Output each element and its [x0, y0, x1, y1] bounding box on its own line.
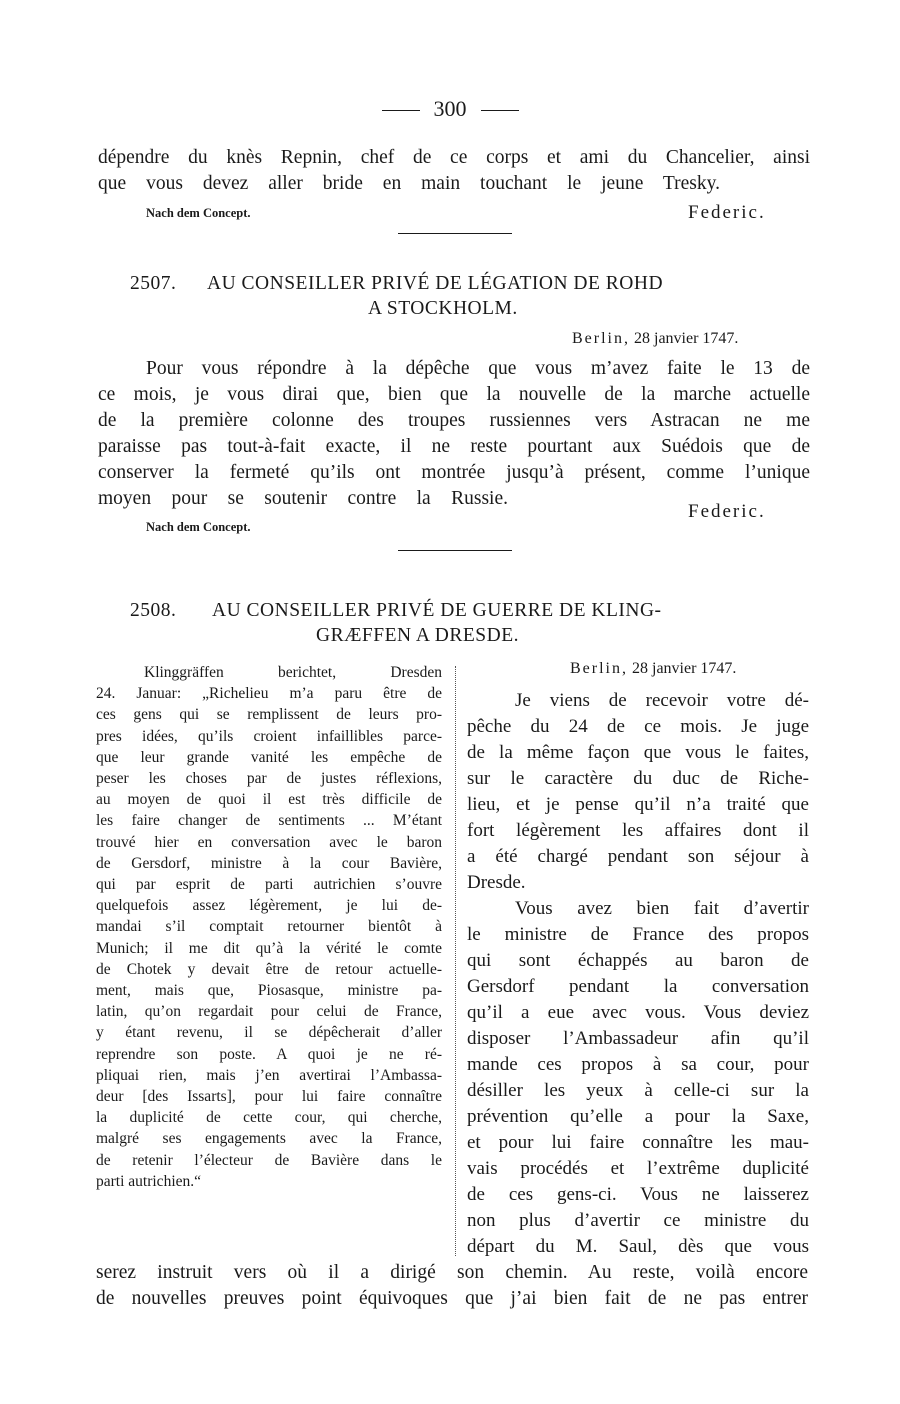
summary-line: reprendre son poste. A quoi je ne ré-: [96, 1045, 442, 1063]
section-rule: [398, 233, 512, 234]
page-number-text: 300: [433, 96, 467, 121]
letter-line: qui sont échappés au baron de: [467, 950, 809, 971]
letter-heading-line2: A STOCKHOLM.: [368, 298, 518, 319]
summary-line: deur [des Issarts], pour lui faire connaître: [96, 1088, 442, 1106]
body-line: conserver la fermeté qu’ils ont montrée jusqu’à présent, comme l’unique: [98, 462, 810, 483]
page-number-dash-right: [481, 110, 519, 111]
summary-line: y étant revenu, il se dépêcherait d’aller: [96, 1024, 442, 1042]
summary-line: les faire changer de sentiments ... M’étant: [96, 812, 442, 830]
letter-line: le ministre de France des propos: [467, 924, 809, 945]
summary-line: de retenir l’électeur de Bavière dans le: [96, 1151, 442, 1169]
letter-line: pêche du 24 de ce mois. Je juge: [467, 716, 809, 737]
body-line: paraisse pas tout-à-fait exacte, il ne reste pourtant aux Suédois que de: [98, 436, 810, 457]
summary-line: qui par esprit de parti autrichien s’ouvre: [96, 876, 442, 894]
letter-line: Gersdorf pendant la conversation: [467, 976, 809, 997]
letter-line: vais procédés et l’extrême duplicité: [467, 1158, 809, 1179]
letter-line: Vous avez bien fait d’avertir: [515, 898, 809, 919]
letter-line: disposer l’Ambassadeur afin qu’il: [467, 1028, 809, 1049]
letter-line: et pour lui faire connaître les mau-: [467, 1132, 809, 1153]
summary-line: pliquai rien, mais j’en avertirai l’Ambassa-: [96, 1066, 442, 1084]
summary-line: la duplicité de cette cour, qui cherche,: [96, 1109, 442, 1127]
dateline-place: Berlin,: [572, 330, 630, 347]
summary-line: malgré ses engagements avec la France,: [96, 1130, 442, 1148]
body-line: dépendre du knès Repnin, chef de ce corps et ami du Chancelier, ainsi: [98, 147, 810, 168]
body-line: moyen pour se soutenir contre la Russie.: [98, 488, 508, 509]
summary-line: ces gens qui se remplissent de leurs pro-: [96, 706, 442, 724]
dateline-date: 28 janvier 1747.: [634, 330, 739, 347]
letter-number: 2507.: [130, 273, 177, 294]
letter-line: qu’il a eue avec vous. Vous deviez: [467, 1002, 809, 1023]
signature: Federic.: [688, 202, 766, 223]
letter-heading-line2: GRÆFFEN A DRESDE.: [316, 625, 520, 646]
letter-line: Je viens de recevoir votre dé-: [515, 690, 809, 711]
summary-line: de Chotek y devait être de retour actuelle-: [96, 960, 442, 978]
source-note: Nach dem Concept.: [146, 206, 251, 220]
letter-line: Dresde.: [467, 872, 526, 893]
dateline: [572, 330, 738, 348]
page-number-dash-left: [382, 110, 420, 111]
summary-line: de Gersdorf, ministre à la cour Bavière,: [96, 854, 442, 872]
letter-line: de la même façon que vous le faites,: [467, 742, 809, 763]
section-rule: [398, 550, 512, 551]
column-divider: [455, 666, 456, 1256]
source-note: Nach dem Concept.: [146, 520, 251, 534]
letter-line: lieu, et je pense qu’il n’a traité que: [467, 794, 809, 815]
letter-line: fort légèrement les affaires dont il: [467, 820, 809, 841]
summary-line: mandai s’il comptait retourner bientôt à: [96, 918, 442, 936]
body-line: ce mois, je vous dirai que, bien que la nouvelle de la marche actuelle: [98, 384, 810, 405]
body-line: que vous devez aller bride en main touchant le jeune Tresky.: [98, 173, 720, 194]
summary-line: Munich; il me dit qu’à la vérité le comte: [96, 939, 442, 957]
letter-line: désiller les yeux à celle-ci sur la: [467, 1080, 809, 1101]
body-line: de la première colonne des troupes russiennes vers Astracan ne me: [98, 410, 810, 431]
signature: Federic.: [688, 501, 766, 522]
letter-column: [467, 688, 809, 1260]
summary-line: latin, qu’on regardait pour celui de France,: [96, 1003, 442, 1021]
summary-line: pres idées, qu’ils croient infaillibles parce-: [96, 727, 442, 745]
body-line: de nouvelles preuves point équivoques que j’ai bien fait de ne pas entrer: [96, 1288, 808, 1309]
summary-line: peser les choses par de justes réflexions,: [96, 770, 442, 788]
dateline-date: 28 janvier 1747.: [632, 660, 737, 677]
summary-line: au moyen de quoi il est très difficile de: [96, 791, 442, 809]
body-line: serez instruit vers où il a dirigé son chemin. Au reste, voilà encore: [96, 1262, 808, 1283]
summary-line: trouvé hier en conversation avec le baron: [96, 833, 442, 851]
page-number: [0, 96, 900, 122]
summary-line: quelquefois assez légèrement, je lui de-: [96, 897, 442, 915]
summary-line: parti autrichien.“: [96, 1172, 202, 1190]
dateline-place: Berlin,: [570, 660, 628, 677]
letter-line: prévention qu’elle a pour la Saxe,: [467, 1106, 809, 1127]
letter-number: 2508.: [130, 600, 177, 621]
letter-heading: AU CONSEILLER PRIVÉ DE GUERRE DE KLING-: [212, 600, 662, 621]
letter-line: départ du M. Saul, dès que vous: [467, 1236, 809, 1257]
letter-line: de ces gens-ci. Vous ne laisserez: [467, 1184, 809, 1205]
letter-line: non plus d’avertir ce ministre du: [467, 1210, 809, 1231]
summary-line: que leur grande vanité les empêche de: [96, 748, 442, 766]
letter-heading: AU CONSEILLER PRIVÉ DE LÉGATION DE ROHD: [207, 273, 664, 294]
letter-line: mande ces propos à sa cour, pour: [467, 1054, 809, 1075]
summary-line: 24. Januar: „Richelieu m’a paru être de: [96, 685, 442, 703]
summary-column: [96, 662, 442, 1192]
summary-line: Klinggräffen berichtet, Dresden: [144, 664, 442, 681]
dateline: [570, 660, 736, 678]
body-line: Pour vous répondre à la dépêche que vous m’avez faite le 13 de: [146, 358, 810, 379]
letter-line: a été chargé pendant son séjour à: [467, 846, 809, 867]
letter-line: sur le caractère du duc de Riche-: [467, 768, 809, 789]
summary-line: ment, mais que, Piosasque, ministre pa-: [96, 982, 442, 1000]
